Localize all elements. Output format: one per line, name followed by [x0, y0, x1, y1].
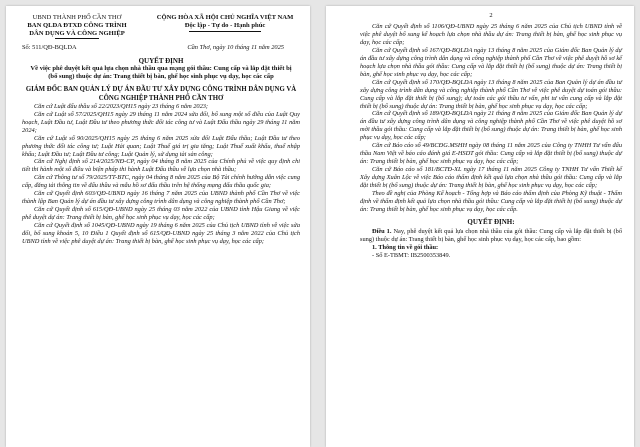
citation: Căn cứ Luật số 90/2025/QH15 ngày 25 tháng 6 năm 2025 sửa đổi Luật Đấu thầu; Luật Đầu tư theo phương thức đối tác công tư; Luật Hải quan; Luật Thuế giá trị gia tăng; Luật Thuế xuất khẩu, thuế nhập khẩu; Luật Đầu tư; Luật Đầu tư công; Luật Quản lý, sử dụng tài sản công;	[22, 134, 300, 158]
agency-name-line2: DÂN DỤNG VÀ CÔNG NGHIỆP	[29, 29, 125, 37]
article-1-text: Nay, phê duyệt kết quả lựa chọn nhà thầu của gói thầu: Cung cấp và lắp đặt thiết bị (bổ sung) thuộc dự án: Trang thiết bị bàn, ghế học sinh phục vụ dạy, học các cấp, bao gồm:	[360, 227, 623, 243]
motto: Độc lập - Tự do - Hạnh phúc	[184, 21, 266, 29]
place-date: Cần Thơ, ngày 10 tháng 11 năm 2025	[187, 44, 284, 52]
document-meta	[22, 44, 300, 51]
list-item: - Số E-TBMT: IB2500353849.	[372, 251, 451, 259]
citation: Căn cứ Quyết định số 167/QĐ-BQLDA ngày 13 tháng 8 năm 2025 của Giám đốc Ban Quản lý dự án đầu tư xây dựng công trình dân dụng và công nghiệp thành phố Cần Thơ về việc phê duyệt hồ sơ kế hoạch lựa chọn nhà thầu gói thầu: Cung cấp và lắp đặt thiết bị (bổ sung) thuộc dự án: Trang thiết bị bàn, ghế học sinh phục vụ dạy, học các cấp;	[360, 46, 622, 78]
citation: Căn cứ Luật số 57/2025/QH15 ngày 29 tháng 11 năm 2024 sửa đổi, bổ sung một số điều của Luật Quy hoạch, Luật Đầu tư, Luật Đầu tư theo phương thức đối tác công tư và Luật Đấu thầu ngày 29 tháng 11 năm 2024;	[22, 110, 300, 134]
document-number: Số: 511/QĐ-BQLDA	[22, 44, 77, 52]
article-1-label: Điều 1.	[372, 227, 392, 235]
issuing-agency	[22, 14, 132, 39]
citations-list	[360, 23, 622, 214]
document-subject: Về việc phê duyệt kết quả lựa chọn nhà thầu qua mạng gói thầu: Cung cấp và lắp đặt thiết bị (bổ sung) thuộc dự án: Trang thiết bị bàn, ghế học sinh phục vụ dạy, học các cấp	[30, 65, 292, 81]
citation: Căn cứ Quyết định số 189/QĐ-BQLDA ngày 21 tháng 8 năm 2025 của Giám đốc Ban Quản lý dự án đầu tư xây dựng công trình dân dụng và công nghiệp thành phố Cần Thơ về việc phê duyệt hồ sơ mời thầu gói thầu: Cung cấp và lắp đặt thiết bị (bổ sung) thuộc dự án: Trang thiết bị bàn, ghế học sinh phục vụ dạy, học các cấp;	[360, 110, 622, 142]
citation: Căn cứ Nghị định số 214/2025/NĐ-CP, ngày 04 tháng 8 năm 2025 của Chính phủ về việc quy định chi tiết thi hành một số điều và biện pháp thi hành Luật Đấu thầu về lựa chọn nhà thầu;	[22, 158, 300, 174]
national-motto	[150, 14, 300, 39]
agency-parent: UBND THÀNH PHỐ CẦN THƠ	[32, 14, 122, 21]
citation: Theo đề nghị của Phòng Kế hoạch - Tổng hợp và Báo cáo thẩm định của Phòng Kỹ thuật - Thẩm định về thẩm định kết quả lựa chọn nhà thầu gói thầu: Cung cấp và lắp đặt thiết bị (bổ sung) thuộc dự án: Trang thiết bị bàn, ghế học sinh phục vụ dạy, học các cấp.	[360, 190, 622, 213]
citation: Căn cứ Quyết định số 615/QĐ-UBND ngày 25 tháng 03 năm 2022 của UBND tỉnh Hậu Giang về việc phê duyệt dự án: Trang thiết bị bàn, ghế học sinh phục vụ dạy, học các cấp;	[22, 206, 300, 222]
citation: Căn cứ Quyết định số 1106/QĐ-UBND ngày 25 tháng 6 năm 2025 của Chủ tịch UBND tỉnh về việc phê duyệt bổ sung kế hoạch lựa chọn nhà thầu dự án: Trang thiết bị bàn, ghế học sinh phục vụ dạy, học các cấp;	[360, 23, 622, 46]
citation: Căn cứ Báo cáo số 181/BCTĐ-XL ngày 17 tháng 11 năm 2025 Công ty TNHH Tư vấn Thiết kế Xây dựng Xuân Lộc về việc Báo cáo thẩm định kết quả lựa chọn nhà thầu gói thầu: Cung cấp và lắp đặt thiết bị (bổ sung) thuộc dự án: Trang thiết bị bàn, ghế học sinh phục vụ dạy, học các cấp;	[360, 166, 622, 190]
citations-list	[22, 103, 300, 246]
country-name: CỘNG HÒA XÃ HỘI CHỦ NGHĨA VIỆT NAM	[156, 14, 294, 21]
citation: Căn cứ Quyết định số 1045/QĐ-UBND ngày 19 tháng 6 năm 2025 của Chủ tịch UBND tỉnh về việc sửa đổi, bổ sung khoản 5, 10 Điều 1 Quyết định số 615/QĐ-UBND ngày 25 tháng 3 năm 2022 của Chủ tịch UBND tỉnh về việc phê duyệt dự án: Trang thiết bị bàn, ghế học sinh phục vụ dạy, học các cấp;	[22, 222, 300, 245]
document-header	[22, 14, 300, 39]
section-heading: 1. Thông tin về gói thầu:	[372, 243, 439, 251]
document-type: QUYẾT ĐỊNH	[138, 57, 184, 66]
citation: Căn cứ Luật đấu thầu số 22/2023/QH15 ngày 23 tháng 6 năm 2023;	[34, 102, 209, 110]
decision-heading: QUYẾT ĐỊNH:	[467, 217, 515, 226]
citation: Căn cứ Quyết định 603/QĐ-UBND ngày 16 tháng 7 năm 2025 của UBND thành phố Cần Thơ về việc thành lập Ban Quản lý dự án đầu tư xây dựng công trình dân dụng và công nghiệp thành phố Cần Thơ;	[22, 190, 300, 206]
agency-name-line1: BAN QLDA ĐTXD CÔNG TRÌNH	[27, 21, 127, 29]
document-page-2	[326, 6, 634, 447]
citation: Căn cứ Thông tư số 79/2025/TT-BTC, ngày 04 tháng 8 năm 2025 của Bộ Tài chính hướng dẫn việc cung cấp, đăng tải thông tin về đấu thầu và mẫu hồ sơ đấu thầu trên hệ thống mạng đấu thầu quốc gia;	[22, 174, 300, 190]
document-page-1	[6, 6, 310, 447]
article-1	[360, 228, 622, 244]
citation: Căn cứ Quyết định số 170/QĐ-BQLDA ngày 13 tháng 8 năm 2025 của Ban Quản lý dự án đầu tư xây dựng công trình dân dụng và công nghiệp thành phố Cần Thơ về việc phê duyệt dự toán gói thầu: Cung cấp và lắp đặt thiết bị (bổ sung); dự toán các gói thầu tư vấn, phi tư vấn cung cấp và lắp đặt thiết bị (bổ sung) thuộc dự án: Trang thiết bị bàn, ghế học sinh phục vụ dạy, học các cấp;	[360, 78, 622, 110]
issuing-authority: GIÁM ĐỐC BAN QUẢN LÝ DỰ ÁN ĐẦU TƯ XÂY DỰNG CÔNG TRÌNH DÂN DỤNG VÀ CÔNG NGHIỆP THÀNH PHỐ CẦN THƠ	[25, 86, 297, 102]
agency-underline	[55, 38, 99, 39]
citation: Căn cứ Báo cáo số 49/BCĐG.MSHH ngày 08 tháng 11 năm 2025 của Công ty TNHH Tư vấn đấu thầu Nam Việt về báo cáo đánh giá E-HSDT gói thầu: Cung cấp và lắp đặt thiết bị (bổ sung) thuộc dự án: Trang thiết bị bàn, ghế học sinh phục vụ dạy, học các cấp;	[360, 142, 622, 166]
page-number: 2	[489, 12, 493, 19]
motto-underline	[189, 31, 261, 32]
